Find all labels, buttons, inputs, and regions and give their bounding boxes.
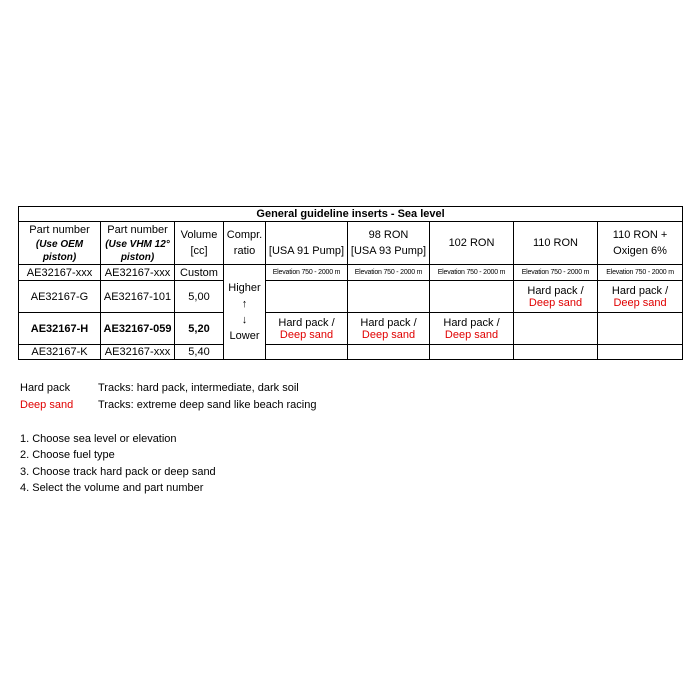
track-91-h: Hard pack / Deep sand bbox=[266, 313, 348, 345]
compression-direction bbox=[224, 265, 266, 360]
row-custom-oem: AE32167-xxx bbox=[19, 265, 101, 281]
row-k-oem: AE32167-K bbox=[19, 345, 101, 360]
legend-hard-desc: Tracks: hard pack, intermediate, dark soil bbox=[98, 382, 299, 394]
elevation-91: Elevation 750 - 2000 m bbox=[266, 265, 348, 281]
row-g-volume: 5,00 bbox=[175, 281, 224, 313]
header-fuel-110-oxygen: 110 RON + Oxigen 6% bbox=[598, 222, 683, 265]
step-item: 2. Choose fuel type bbox=[20, 449, 115, 462]
lower-label: Lower bbox=[229, 330, 260, 342]
elevation-110: Elevation 750 - 2000 m bbox=[514, 265, 598, 281]
header-fuel-102: 102 RON bbox=[430, 222, 514, 265]
legend-deep-desc: Tracks: extreme deep sand like beach racing bbox=[98, 399, 317, 411]
track-98-h: Hard pack / Deep sand bbox=[348, 313, 430, 345]
down-arrow-icon: ↓ bbox=[241, 314, 248, 326]
track-110-g: Hard pack / Deep sand bbox=[514, 281, 598, 313]
header-part-oem: Part number (Use OEM piston) bbox=[19, 222, 101, 265]
header-compression: Compr. ratio bbox=[224, 222, 266, 265]
step-item: 1. Choose sea level or elevation bbox=[20, 433, 177, 445]
elevation-98: Elevation 750 - 2000 m bbox=[348, 265, 430, 281]
elevation-110-oxygen: Elevation 750 - 2000 m bbox=[598, 265, 683, 281]
row-k-volume: 5,40 bbox=[175, 345, 224, 360]
track-102-h: Hard pack / Deep sand bbox=[430, 313, 514, 345]
row-custom-vhm: AE32167-xxx bbox=[101, 265, 175, 281]
table-row bbox=[19, 265, 683, 281]
table-row bbox=[19, 345, 683, 360]
table-row bbox=[19, 281, 683, 313]
step-item: 3. Choose track hard pack or deep sand bbox=[20, 465, 216, 478]
legend-hard-pack bbox=[20, 380, 316, 397]
table-title: General guideline inserts - Sea level bbox=[19, 207, 683, 222]
row-custom-volume: Custom bbox=[175, 265, 224, 281]
track-110-oxygen-g: Hard pack / Deep sand bbox=[598, 281, 683, 313]
header-fuel-98: 98 RON [USA 93 Pump] bbox=[348, 222, 430, 265]
row-k-vhm: AE32167-xxx bbox=[101, 345, 175, 360]
up-arrow-icon: ↑ bbox=[241, 298, 248, 310]
row-g-oem: AE32167-G bbox=[19, 281, 101, 313]
row-h-vhm: AE32167-059 bbox=[101, 313, 175, 345]
instruction-steps bbox=[20, 431, 216, 496]
higher-label: Higher bbox=[228, 282, 261, 294]
step-item: 4. Select the volume and part number bbox=[20, 481, 204, 494]
row-h-oem: AE32167-H bbox=[19, 313, 101, 345]
legend-deep-sand bbox=[20, 397, 316, 414]
legend-deep-key: Deep sand bbox=[20, 399, 74, 411]
track-legend bbox=[20, 380, 316, 414]
header-part-vhm: Part number (Use VHM 12° piston) bbox=[101, 222, 175, 265]
header-fuel-91: [USA 91 Pump] bbox=[266, 222, 348, 265]
legend-hard-key: Hard pack bbox=[20, 382, 71, 394]
header-fuel-110: 110 RON bbox=[514, 222, 598, 265]
header-volume: Volume [cc] bbox=[175, 222, 224, 265]
row-h-volume: 5,20 bbox=[175, 313, 224, 345]
table-row bbox=[19, 313, 683, 345]
table-header-row bbox=[19, 222, 683, 265]
elevation-102: Elevation 750 - 2000 m bbox=[430, 265, 514, 281]
row-g-vhm: AE32167-101 bbox=[101, 281, 175, 313]
guideline-table bbox=[18, 206, 683, 360]
